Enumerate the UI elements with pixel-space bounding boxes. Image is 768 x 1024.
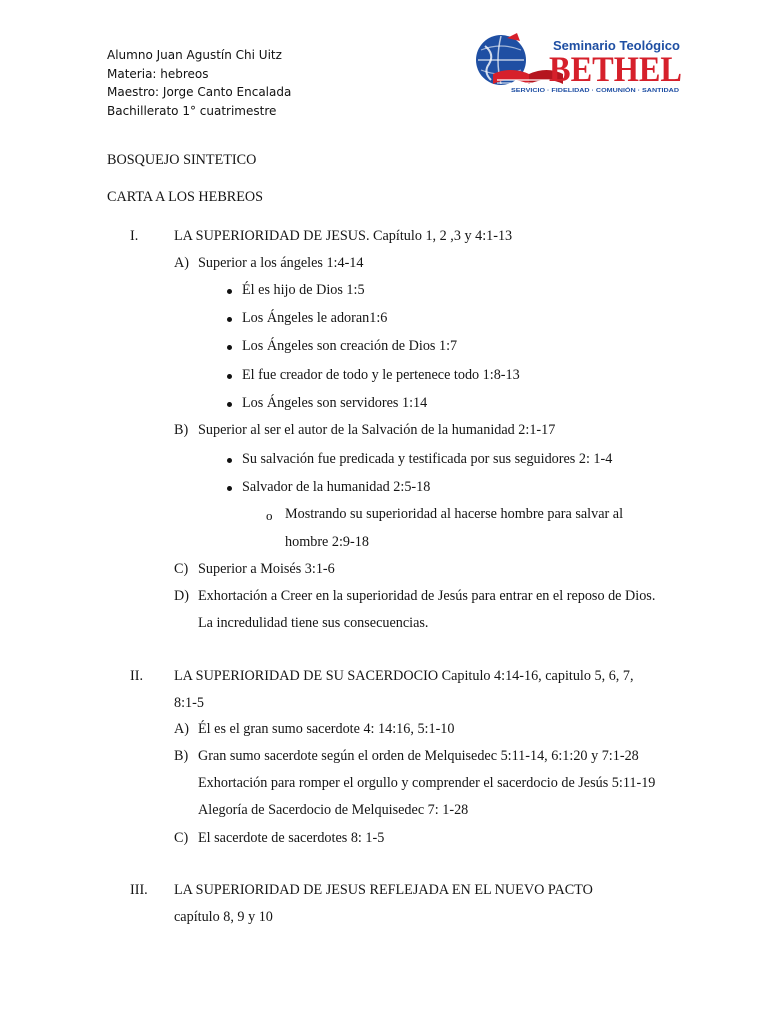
bullet-icon (227, 289, 232, 294)
item-letter: A) (174, 255, 189, 271)
bullet-icon (227, 458, 232, 463)
item-text: Gran sumo sacerdote según el orden de Melquisedec 5:11-14, 6:1:20 y 7:1-28 (198, 748, 639, 764)
section-number: III. (130, 882, 148, 898)
logo-tagline: SERVICIO · FIDELIDAD · COMUNIÓN · SANTIDAD (511, 88, 643, 94)
bullet-text: Los Ángeles son servidores 1:14 (242, 395, 428, 411)
bullet-text: El fue creador de todo y le pertenece todo 1:8-13 (242, 367, 520, 383)
item-text: Superior a los ángeles 1:4-14 (198, 255, 364, 271)
item-text: Superior al ser el autor de la Salvación de la humanidad 2:1-17 (198, 422, 556, 438)
bullet-text: Los Ángeles son creación de Dios 1:7 (242, 338, 458, 354)
section-number: II. (130, 668, 143, 684)
item-text: Exhortación a Creer en la superioridad de Jesús para entrar en el reposo de Dios. (198, 588, 656, 604)
item-letter: A) (174, 721, 189, 737)
document-subtitle: CARTA A LOS HEBREOS (107, 189, 264, 205)
bullet-icon (227, 486, 232, 491)
level-line: Bachillerato 1° cuatrimestre (107, 103, 277, 118)
item-text: La incredulidad tiene sus consecuencias. (198, 615, 429, 631)
logo-brand: BETHEL (549, 49, 682, 89)
bullet-text: Salvador de la humanidad 2:5-18 (242, 479, 431, 495)
item-letter: B) (174, 422, 189, 438)
section-heading: LA SUPERIORIDAD DE SU SACERDOCIO Capitulo 4:14-16, capitulo 5, 6, 7, (174, 668, 634, 684)
teacher-line: Maestro: Jorge Canto Encalada (107, 85, 292, 99)
item-letter: B) (174, 748, 189, 764)
bethel-seminary-logo (471, 30, 686, 100)
item-text: Él es el gran sumo sacerdote 4: 14:16, 5:1-10 (198, 721, 455, 737)
section-heading: LA SUPERIORIDAD DE JESUS REFLEJADA EN EL NUEVO PACTO (174, 882, 593, 898)
item-letter: C) (174, 830, 189, 846)
bullet-icon (227, 402, 232, 407)
sub-bullet-text: Mostrando su superioridad al hacerse hombre para salvar al (285, 506, 624, 522)
item-text: Exhortación para romper el orgullo y comprender el sacerdocio de Jesús 5:11-19 (198, 775, 656, 791)
bullet-text: Los Ángeles le adoran1:6 (242, 310, 388, 326)
item-text: Superior a Moisés 3:1-6 (198, 561, 335, 577)
item-text: El sacerdote de sacerdotes 8: 1-5 (198, 830, 385, 846)
section-heading: capítulo 8, 9 y 10 (174, 909, 273, 925)
bullet-icon (227, 345, 232, 350)
section-heading: 8:1-5 (174, 695, 204, 711)
student-name: Alumno Juan Agustín Chi Uitz (107, 48, 282, 62)
bullet-icon (227, 374, 232, 379)
logo-line1: Seminario Teológico (553, 38, 680, 53)
bullet-icon (227, 317, 232, 322)
student-info-block (107, 46, 291, 120)
item-letter: D) (174, 588, 189, 604)
bullet-text: Él es hijo de Dios 1:5 (242, 282, 365, 298)
circle-bullet-icon: o (266, 508, 273, 523)
subject-line: Materia: hebreos (107, 66, 209, 81)
section-heading: LA SUPERIORIDAD DE JESUS. Capítulo 1, 2 ,3 y 4:1-13 (174, 228, 513, 244)
section-number: I. (130, 228, 139, 244)
sub-bullet-text: hombre 2:9-18 (285, 534, 369, 550)
item-letter: C) (174, 561, 189, 577)
document-title: BOSQUEJO SINTETICO (107, 152, 257, 168)
bullet-text: Su salvación fue predicada y testificada por sus seguidores 2: 1-4 (242, 451, 613, 467)
item-text: Alegoría de Sacerdocio de Melquisedec 7: 1-28 (198, 802, 469, 818)
